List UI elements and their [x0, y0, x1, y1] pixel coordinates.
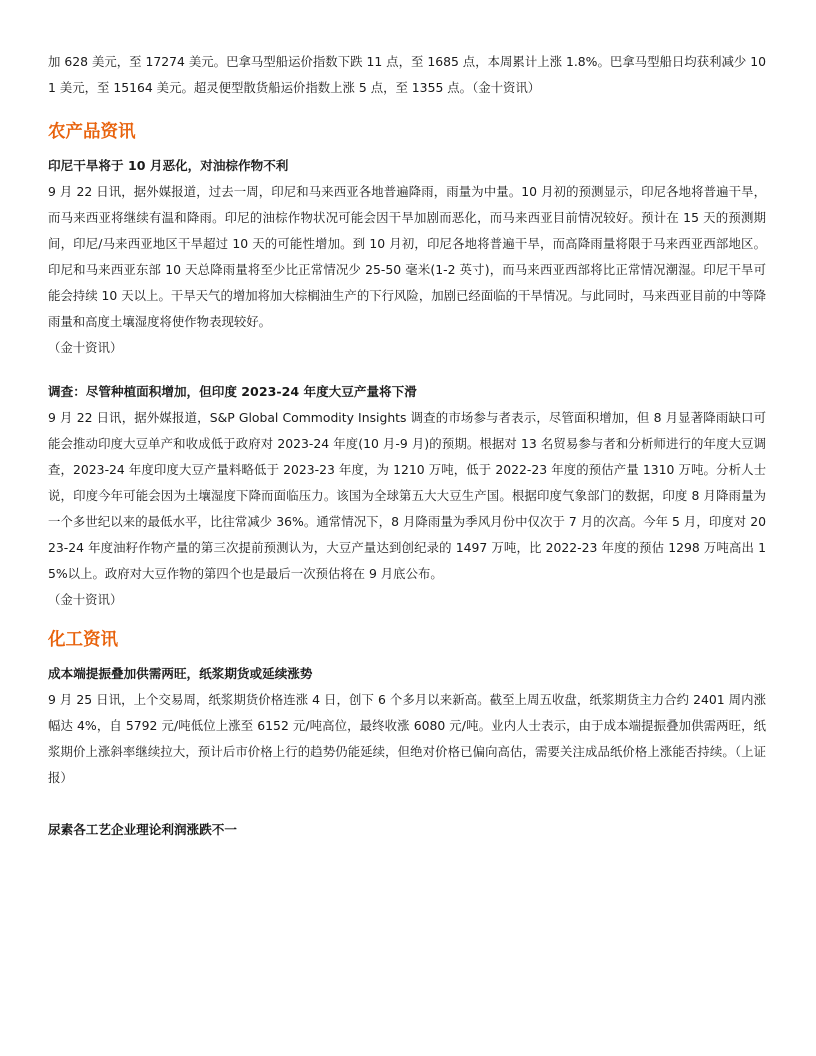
article-body-indonesia-drought: 9 月 22 日讯，据外媒报道，过去一周，印尼和马来西亚各地普遍降雨，雨量为中量。10 月初的预测显示，印尼各地将普遍干旱，而马来西亚将继续有温和降雨。印尼的油棕作物状况可能会因干旱加剧而恶化，而马来西亚目前情况较好。预计在 15 天的预测期间，印尼/马来西亚地区干旱超过 10 天的可能性增加。到 10 月初，印尼各地将普遍干旱，而高降雨量将限于马来西亚西部地区。印尼和马来西亚东部 10 天总降雨量将至少比正常情况少 25-50 毫米(1-2 英寸)，而马来西亚西部将比正常情况潮湿。印尼干旱可能会持续 10 天以上。干旱天气的增加将加大棕榈油生产的下行风险，加剧已经面临的干旱情况。与此同时，马来西亚目前的中等降雨量和高度土壤湿度将使作物表现较好。 — [48, 184, 766, 329]
article-body-pulp-futures: 9 月 25 日讯，上个交易周，纸浆期货价格连涨 4 日，创下 6 个多月以来新高。截至上周五收盘，纸浆期货主力合约 2401 周内涨幅达 4%，自 5792 元/吨低位上涨至 6152 元/吨高位，最终收涨 6080 元/吨。业内人士表示，由于成本端提振叠加供需两旺，纸浆期价上涨斜率继续拉大，预计后市价格上行的趋势仍能延续，但绝对价格已偏向高估，需要关注成品纸价格上涨能否持续。（上证报） — [48, 692, 766, 785]
article-title-india-soybean: 调查：尽管种植面积增加，但印度 2023-24 年度大豆产量将下滑 — [48, 384, 417, 399]
article-source: （金十资讯） — [48, 340, 123, 355]
section-title-chemicals: 化工资讯 — [48, 630, 118, 650]
section-title-agriculture: 农产品资讯 — [48, 122, 136, 142]
article-title-urea-profit: 尿素各工艺企业理论利润涨跌不一 — [48, 822, 237, 837]
article-body-india-soybean: 9 月 22 日讯，据外媒报道，S&P Global Commodity Insights 调查的市场参与者表示，尽管面积增加，但 8 月显著降雨缺口可能会推动印度大豆单产和收成低于政府对 2023-24 年度(10 月-9 月)的预期。根据对 13 名贸易参与者和分析师进行的年度大豆调查，2023-24 年度印度大豆产量料略低于 2023-23 年度，为 1210 万吨，低于 2022-23 年度的预估产量 1310 万吨。分析人士说，印度今年可能会因为土壤湿度下降而面临压力。该国为全球第五大大豆生产国。根据印度气象部门的数据，印度 8 月降雨量为一个多世纪以来的最低水平，比往常减少 36%。通常情况下，8 月降雨量为季风月份中仅次于 7 月的次高。今年 5 月，印度对 2023-24 年度油籽作物产量的第三次提前预测认为，大豆产量达到创纪录的 1497 万吨，比 2022-23 年度的预估 1298 万吨高出 15%以上。政府对大豆作物的第四个也是最后一次预估将在 9 月底公布。 — [48, 410, 766, 581]
article-title-indonesia-drought: 印尼干旱将于 10 月恶化，对油棕作物不利 — [48, 158, 289, 173]
continued-paragraph: 加 628 美元，至 17274 美元。巴拿马型船运价指数下跌 11 点，至 1685 点，本周累计上涨 1.8%。巴拿马型船日均获利减少 101 美元，至 15164 美元。超灵便型散货船运价指数上涨 5 点，至 1355 点。（金十资讯） — [48, 54, 766, 95]
article-source: （金十资讯） — [48, 592, 123, 607]
document-page — [48, 49, 766, 843]
article-title-pulp-futures: 成本端提振叠加供需两旺，纸浆期货或延续涨势 — [48, 666, 313, 681]
